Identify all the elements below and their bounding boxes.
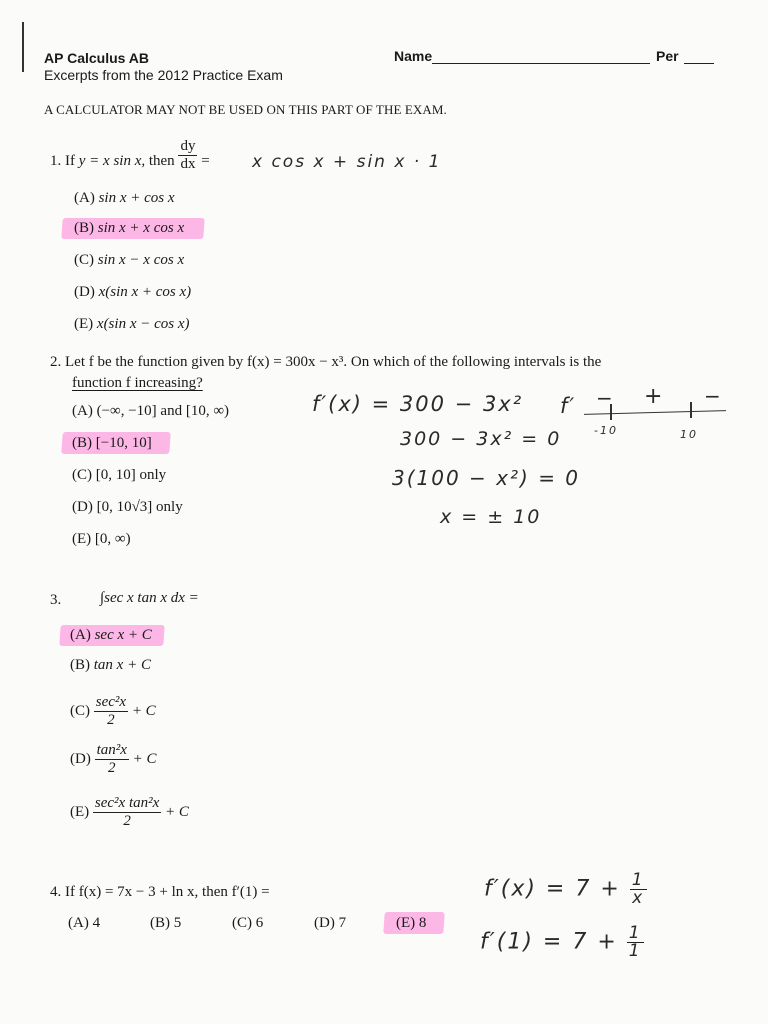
q3-choice-letter: (C) bbox=[70, 702, 90, 719]
q4-choice-letter: (D) bbox=[314, 915, 335, 931]
q1-choice-letter: (D) bbox=[74, 284, 95, 300]
q1-choice-d[interactable] bbox=[74, 284, 191, 301]
q3-fraction-tail: + C bbox=[131, 702, 156, 719]
q3-choice-e[interactable] bbox=[70, 795, 189, 830]
q2-work-derivative: f′(x) = 300 − 3x² bbox=[312, 392, 524, 416]
q4-stem-text: If f(x) = 7x − 3 + ln x, then f′(1) = bbox=[65, 884, 270, 900]
question-1-number: 1. bbox=[50, 152, 62, 169]
q2-choice-letter: (A) bbox=[72, 403, 93, 419]
q1-then: then bbox=[148, 152, 175, 169]
q2-choice-text: [0, ∞) bbox=[94, 531, 131, 547]
q4-choice-text: 4 bbox=[92, 915, 101, 931]
margin-line bbox=[22, 22, 24, 72]
q3-choice-letter: (D) bbox=[70, 750, 91, 767]
q2-work-solution: x = ± 10 bbox=[440, 506, 542, 528]
q3-choice-a[interactable] bbox=[70, 627, 152, 644]
q1-equation: y = x sin x, bbox=[78, 152, 146, 169]
q4-choice-b[interactable] bbox=[150, 915, 181, 932]
q2-choice-letter: (B) bbox=[72, 435, 92, 451]
q3-choice-b[interactable] bbox=[70, 657, 151, 674]
q2-sign-mark-neg10: -10 bbox=[594, 424, 618, 437]
q4-work-lhs: f′(x) = 7 + bbox=[484, 876, 621, 902]
q1-choice-c[interactable] bbox=[74, 252, 184, 269]
question-4-number: 4. bbox=[50, 884, 62, 900]
q3-choice-c[interactable] bbox=[70, 694, 156, 729]
q1-choice-text: sin x + cos x bbox=[98, 190, 175, 206]
q2-stem-text: Let f be the function given by f(x) = 300x − x³. On which of the following intervals is the bbox=[65, 354, 602, 370]
q4-choice-a[interactable] bbox=[68, 915, 100, 932]
q1-choice-e[interactable] bbox=[74, 316, 190, 333]
q4-work-lhs: f′(1) = 7 + bbox=[480, 929, 618, 955]
q4-work-numerator: 1 bbox=[628, 923, 642, 943]
q3-fraction-denominator: 2 bbox=[107, 712, 115, 728]
q2-choice-text: [0, 10√3] only bbox=[96, 499, 183, 515]
q3-choice-text: sec x + C bbox=[94, 627, 152, 643]
q2-work-factor: 3(100 − x²) = 0 bbox=[392, 466, 581, 490]
q4-choice-text: 8 bbox=[418, 915, 427, 931]
q4-choice-d[interactable] bbox=[314, 915, 346, 932]
q2-choice-d[interactable] bbox=[72, 499, 183, 516]
name-label: Name bbox=[394, 48, 433, 64]
q3-fraction-denominator: 2 bbox=[107, 760, 116, 776]
q4-work-fraction bbox=[630, 872, 647, 907]
q1-choice-text: x(sin x − cos x) bbox=[96, 316, 190, 332]
q2-sign-negative-left: − bbox=[596, 386, 615, 410]
q2-choice-text: (−∞, −10] and [10, ∞) bbox=[96, 403, 230, 419]
q3-choice-d[interactable] bbox=[70, 742, 157, 777]
question-4-stem bbox=[50, 884, 270, 901]
question-2-stem-line2: function f increasing? bbox=[72, 375, 203, 391]
q4-choice-text: 6 bbox=[255, 915, 264, 931]
q1-choice-letter: (C) bbox=[74, 252, 94, 268]
q4-choice-e[interactable] bbox=[396, 915, 426, 932]
q1-choice-letter: (E) bbox=[74, 316, 94, 332]
period-field[interactable] bbox=[684, 62, 714, 64]
q3-integral: ∫sec x tan x dx = bbox=[100, 590, 199, 606]
q4-work-derivative bbox=[484, 872, 647, 907]
q1-choice-text: sin x − x cos x bbox=[97, 252, 185, 268]
q2-sign-negative-right: − bbox=[704, 384, 723, 408]
q4-choice-letter: (A) bbox=[68, 915, 89, 931]
q4-choice-text: 7 bbox=[338, 915, 347, 931]
q2-choice-text: [0, 10] only bbox=[95, 467, 167, 483]
calculator-instructions: A CALCULATOR MAY NOT BE USED ON THIS PART OF THE EXAM. bbox=[44, 102, 447, 117]
q4-choice-letter: (E) bbox=[396, 915, 416, 931]
q1-if: If bbox=[65, 152, 75, 169]
q3-fraction-denominator: 2 bbox=[123, 813, 131, 829]
q1-derivative-fraction bbox=[178, 138, 197, 173]
q4-choice-text: 5 bbox=[173, 915, 182, 931]
q2-sign-positive: + bbox=[644, 384, 665, 409]
q3-choice-fraction bbox=[94, 694, 128, 729]
q1-choice-letter: (B) bbox=[74, 220, 94, 236]
q1-dy: dy bbox=[180, 138, 196, 154]
q4-work-evaluated bbox=[480, 925, 644, 960]
q1-handwritten-work: x cos x + sin x · 1 bbox=[252, 152, 442, 172]
question-1-stem bbox=[50, 138, 210, 173]
q4-work-denominator: 1 bbox=[628, 941, 642, 961]
q3-choice-text: tan x + C bbox=[93, 657, 151, 673]
q3-choice-letter: (A) bbox=[70, 627, 91, 643]
q2-sign-chart-label: f′ bbox=[560, 394, 577, 418]
q3-choice-fraction bbox=[95, 742, 129, 777]
q2-sign-chart-line bbox=[584, 410, 726, 415]
q2-choice-b[interactable] bbox=[72, 435, 152, 452]
q2-sign-mark-10: 10 bbox=[680, 428, 698, 441]
q1-choice-a[interactable] bbox=[74, 190, 175, 207]
q4-work-fraction bbox=[627, 925, 644, 960]
question-2-number: 2. bbox=[50, 354, 62, 370]
q1-choice-text: x(sin x + cos x) bbox=[98, 284, 192, 300]
q1-equals: = bbox=[201, 152, 210, 169]
q1-dx: dx bbox=[180, 156, 196, 172]
q3-choice-letter: (E) bbox=[70, 803, 90, 820]
q4-choice-c[interactable] bbox=[232, 915, 263, 932]
q4-choice-letter: (B) bbox=[150, 915, 170, 931]
q3-fraction-numerator: tan²x bbox=[96, 742, 127, 758]
q3-choice-letter: (B) bbox=[70, 657, 90, 673]
per-label: Per bbox=[656, 48, 679, 64]
q3-choice-fraction bbox=[93, 795, 161, 830]
q2-choice-letter: (D) bbox=[72, 499, 93, 515]
question-3-number: 3. bbox=[50, 592, 62, 608]
q3-fraction-numerator: sec²x tan²x bbox=[94, 795, 160, 811]
q2-choice-c[interactable] bbox=[72, 467, 166, 484]
q1-choice-letter: (A) bbox=[74, 190, 95, 206]
q2-work-set-zero: 300 − 3x² = 0 bbox=[400, 428, 562, 450]
q3-fraction-numerator: sec²x bbox=[95, 694, 127, 710]
q3-fraction-tail: + C bbox=[132, 750, 157, 767]
q2-choice-letter: (E) bbox=[72, 531, 92, 547]
q1-choice-text: sin x + x cos x bbox=[97, 220, 185, 236]
q4-work-numerator: 1 bbox=[631, 870, 645, 890]
q2-choice-text: [−10, 10] bbox=[95, 435, 152, 451]
name-field[interactable] bbox=[432, 62, 650, 64]
q3-fraction-tail: + C bbox=[165, 803, 189, 820]
q2-choice-e[interactable] bbox=[72, 531, 131, 548]
q2-choice-letter: (C) bbox=[72, 467, 92, 483]
q2-sign-chart-tick bbox=[690, 402, 692, 418]
q4-choice-letter: (C) bbox=[232, 915, 252, 931]
q2-choice-a[interactable] bbox=[72, 403, 229, 420]
q4-work-denominator: x bbox=[632, 888, 645, 908]
question-2-stem-line1 bbox=[50, 354, 601, 371]
exam-subtitle: Excerpts from the 2012 Practice Exam bbox=[44, 67, 283, 83]
course-title: AP Calculus AB bbox=[44, 50, 150, 66]
q1-choice-b[interactable] bbox=[74, 220, 184, 237]
